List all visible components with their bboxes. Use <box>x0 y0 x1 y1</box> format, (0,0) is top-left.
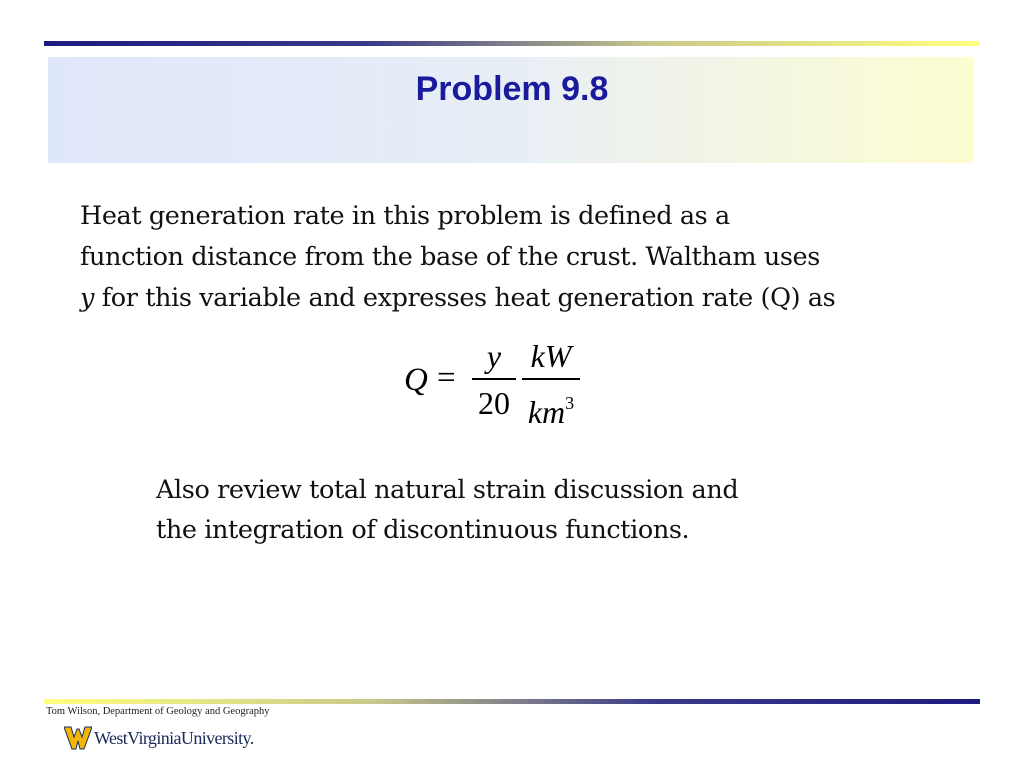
fraction-1-bar <box>472 378 516 380</box>
equation-equals-sign: = <box>437 360 456 396</box>
fraction-2-denominator <box>522 383 580 432</box>
fraction-1-numerator: y <box>486 338 502 374</box>
wvu-logo-text: WestVirginiaUniversity. <box>94 728 254 748</box>
paragraph-1-line-3-text: for this variable and expresses heat generation rate (Q) as <box>94 283 836 313</box>
paragraph-2-line-2: the integration of discontinuous functions. <box>156 515 690 545</box>
fraction-2-numerator: kW <box>530 338 572 374</box>
paragraph-2-line-1: Also review total natural strain discussion and <box>156 475 739 505</box>
slide-title: Problem 9.8 <box>415 70 609 108</box>
wvu-flying-wv-icon <box>64 725 92 751</box>
fraction-2-bar <box>522 378 580 380</box>
variable-y: y <box>80 283 95 313</box>
fraction-2-denominator-base: km <box>527 394 566 430</box>
equation-lhs: Q <box>404 362 428 398</box>
bottom-divider-rule <box>44 699 980 704</box>
fraction-units <box>522 336 580 432</box>
footer-credit: Tom Wilson, Department of Geology and Geography <box>46 706 270 717</box>
wvu-logo <box>64 723 254 755</box>
fraction-1-denominator: 20 <box>478 385 510 421</box>
body-paragraph-2 <box>156 470 876 550</box>
paragraph-1-line-3 <box>80 278 980 319</box>
paragraph-1-line-2: function distance from the base of the crust. Waltham uses <box>80 242 820 272</box>
paragraph-1-line-1: Heat generation rate in this problem is defined as a <box>80 201 730 231</box>
heat-generation-equation <box>404 336 594 431</box>
top-divider-rule <box>44 41 980 46</box>
fraction-y-over-20 <box>472 336 516 423</box>
body-paragraph-1 <box>80 196 980 319</box>
fraction-2-exponent: 3 <box>565 393 575 413</box>
